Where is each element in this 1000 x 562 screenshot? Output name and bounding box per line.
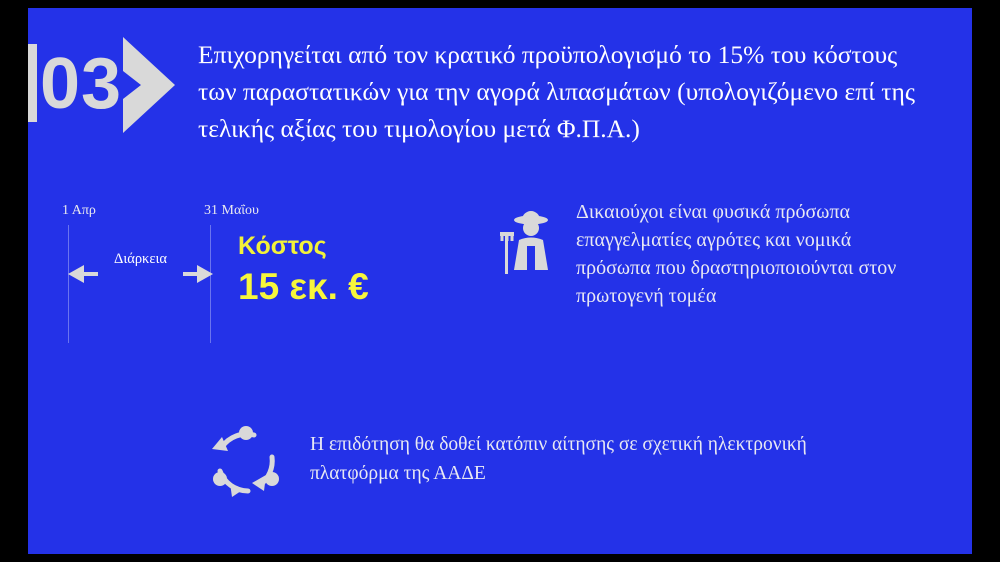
timeline-end-tick [210, 225, 211, 343]
timeline-start-tick [68, 225, 69, 343]
cost-label: Κόστος [238, 232, 327, 260]
platform-block [198, 408, 818, 518]
headline-text: Επιχορηγείται από τον κρατικό προϋπολογισμό το 15% του κόστους των παραστατικών για την αγορά λιπασμάτων (υπολογιζόμενο επί της τελικής αξίας του τιμολογίου μετά Φ.Π.Α.) [198, 40, 915, 143]
chevron-right-icon [123, 37, 175, 133]
cost-block [238, 230, 468, 310]
cost-value: 15 εκ. € [238, 266, 369, 307]
recycle-arrows-icon [198, 413, 294, 509]
step-accent-bar [28, 44, 37, 122]
farmer-icon [498, 206, 560, 276]
timeline-end-label: 31 Μαΐου [204, 203, 259, 218]
beneficiaries-text: Δικαιούχοι είναι φυσικά πρόσωπα επαγγελματίες αγρότες και νομικά πρόσωπα που δραστηριοποιούνται στον πρωτογενή τομέα [576, 201, 897, 307]
platform-text: Η επιδότηση θα δοθεί κατόπιν αίτησης σε σχετική ηλεκτρονική πλατφόρμα της ΑΑΔΕ [310, 434, 807, 484]
beneficiaries-block [498, 198, 928, 328]
step-badge [28, 30, 188, 140]
timeline-start-label: 1 Απρ [62, 203, 96, 218]
presentation-slide [28, 8, 972, 554]
timeline-duration-label: Διάρκεια [114, 251, 167, 267]
step-number: 03 [40, 44, 123, 124]
